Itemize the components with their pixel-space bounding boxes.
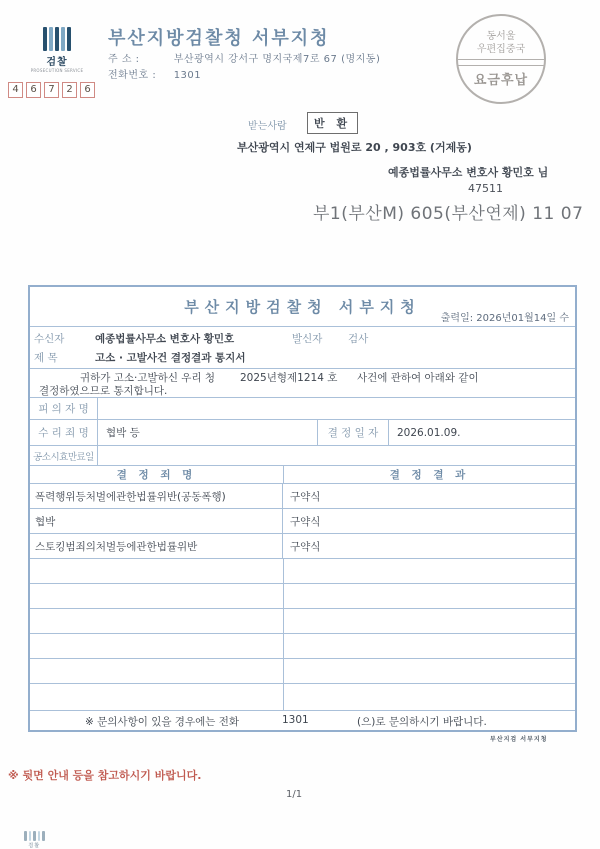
charge-name-header: 결 정 죄 명 xyxy=(30,466,284,483)
address-label: 주 소 : xyxy=(108,54,140,65)
postal-digit: 6 xyxy=(80,82,95,98)
logo-subtext: PROSECUTION SERVICE xyxy=(30,68,84,73)
statute-label: 공소시효만료일 xyxy=(30,446,98,465)
office-stamp-small: 부산지검 서부지청 xyxy=(490,736,548,743)
receiver-value: 예종법률사무소 변호사 황민호 xyxy=(95,333,235,345)
empty-charge-row xyxy=(30,659,575,684)
body-case-number: 2025년형제1214 호 xyxy=(240,372,338,384)
sender-value: 검사 xyxy=(348,333,369,345)
notice-title-row xyxy=(30,287,575,327)
recipient-postal-code: 47511 xyxy=(468,182,503,195)
body-text-line2: 결정하였으므로 통지합니다. xyxy=(39,385,168,397)
prosecution-logo xyxy=(22,26,92,73)
recipient-label: 받는사람 xyxy=(248,121,287,132)
charge-row xyxy=(30,534,575,559)
offense-value: 협박 등 xyxy=(106,427,140,439)
postal-digit: 6 xyxy=(26,82,41,98)
sender-label: 발신자 xyxy=(292,333,323,345)
receiver-label: 수신자 xyxy=(34,333,65,345)
decision-notice-table xyxy=(28,285,577,732)
postal-code-boxes xyxy=(8,82,95,98)
decision-date-label: 결 정 일 자 xyxy=(317,420,389,445)
empty-charge-row xyxy=(30,634,575,659)
postage-paid-stamp xyxy=(456,14,546,104)
inquiry-text-post: (으)로 문의하시기 바랍니다. xyxy=(357,716,487,728)
charge-name: 폭력행위등처벌에관한법률위반(공동폭행) xyxy=(30,484,283,508)
charge-result: 구약식 xyxy=(290,540,321,553)
suspect-row xyxy=(30,398,575,420)
logo-text: 검찰 xyxy=(28,843,41,849)
charge-name: 스토킹범죄의처벌등에관한법률위반 xyxy=(30,534,283,558)
empty-charge-row xyxy=(30,559,575,584)
subject-label: 제 목 xyxy=(34,352,58,364)
charge-result: 구약식 xyxy=(290,490,321,503)
suspect-label: 피 의 자 명 xyxy=(30,398,98,419)
prosecution-bars-icon xyxy=(22,26,92,51)
charge-row xyxy=(30,509,575,534)
recipient-name: 예종법률사무소 변호사 황민호 님 xyxy=(388,166,549,179)
inquiry-phone: 1301 xyxy=(282,714,309,726)
inquiry-text-pre: ※ 문의사항이 있을 경우에는 전화 xyxy=(85,716,240,728)
empty-charge-row xyxy=(30,584,575,609)
office-phone-line xyxy=(108,66,201,81)
statute-row xyxy=(30,446,575,466)
mail-routing-code: 부1(부산M) 605(부산연제) 11 07 xyxy=(313,204,584,224)
charge-result: 구약식 xyxy=(290,515,321,528)
partial-bottom-logo xyxy=(24,831,45,849)
charge-name: 협박 xyxy=(30,509,283,533)
postal-digit: 4 xyxy=(8,82,23,98)
prosecution-bars-icon xyxy=(24,831,45,841)
postmark-line1: 동서울 xyxy=(486,31,516,42)
postmark-line2: 우편집중국 xyxy=(476,44,526,55)
subject-value: 고소 · 고발사건 결정결과 통지서 xyxy=(95,352,246,364)
charges-header-row xyxy=(30,466,575,484)
address-value: 부산광역시 강서구 명지국제7로 67 (명지동) xyxy=(173,54,381,65)
recipient-address: 부산광역시 연제구 법원로 20 , 903호 (거제동) xyxy=(237,141,472,154)
phone-value: 1301 xyxy=(173,70,202,81)
postmark-divider xyxy=(458,59,544,66)
postal-digit: 7 xyxy=(44,82,59,98)
inquiry-footer-row xyxy=(30,711,575,730)
empty-charge-row xyxy=(30,609,575,634)
offense-label: 수 리 죄 명 xyxy=(30,420,98,445)
back-page-note: ※ 뒷면 안내 등을 참고하시기 바랍니다. xyxy=(8,769,202,782)
postal-digit: 2 xyxy=(62,82,77,98)
body-text-pre: 귀하가 고소·고발하신 우리 청 xyxy=(80,372,216,384)
notice-body-row xyxy=(30,369,575,398)
office-title: 부산지방검찰청 서부지청 xyxy=(108,28,330,49)
decision-date-value: 2026.01.09. xyxy=(397,426,461,439)
phone-label: 전화번호 : xyxy=(108,70,157,81)
office-address-line xyxy=(108,50,380,65)
notice-meta-row xyxy=(30,327,575,369)
page-number: 1/1 xyxy=(286,789,303,800)
offense-row xyxy=(30,420,575,446)
charge-row xyxy=(30,484,575,509)
notice-title: 부산지방검찰청 서부지청 xyxy=(184,298,421,316)
postmark-line3: 요금후납 xyxy=(473,73,529,88)
body-text-post: 사건에 관하여 아래와 같이 xyxy=(357,372,479,384)
logo-text: 검찰 xyxy=(46,57,68,68)
charge-result-header: 결 정 결 과 xyxy=(389,469,470,481)
empty-charge-row xyxy=(30,684,575,711)
return-stamp: 반 환 xyxy=(307,112,358,134)
print-date: 출력일: 2026년01월14일 수 xyxy=(440,313,569,324)
